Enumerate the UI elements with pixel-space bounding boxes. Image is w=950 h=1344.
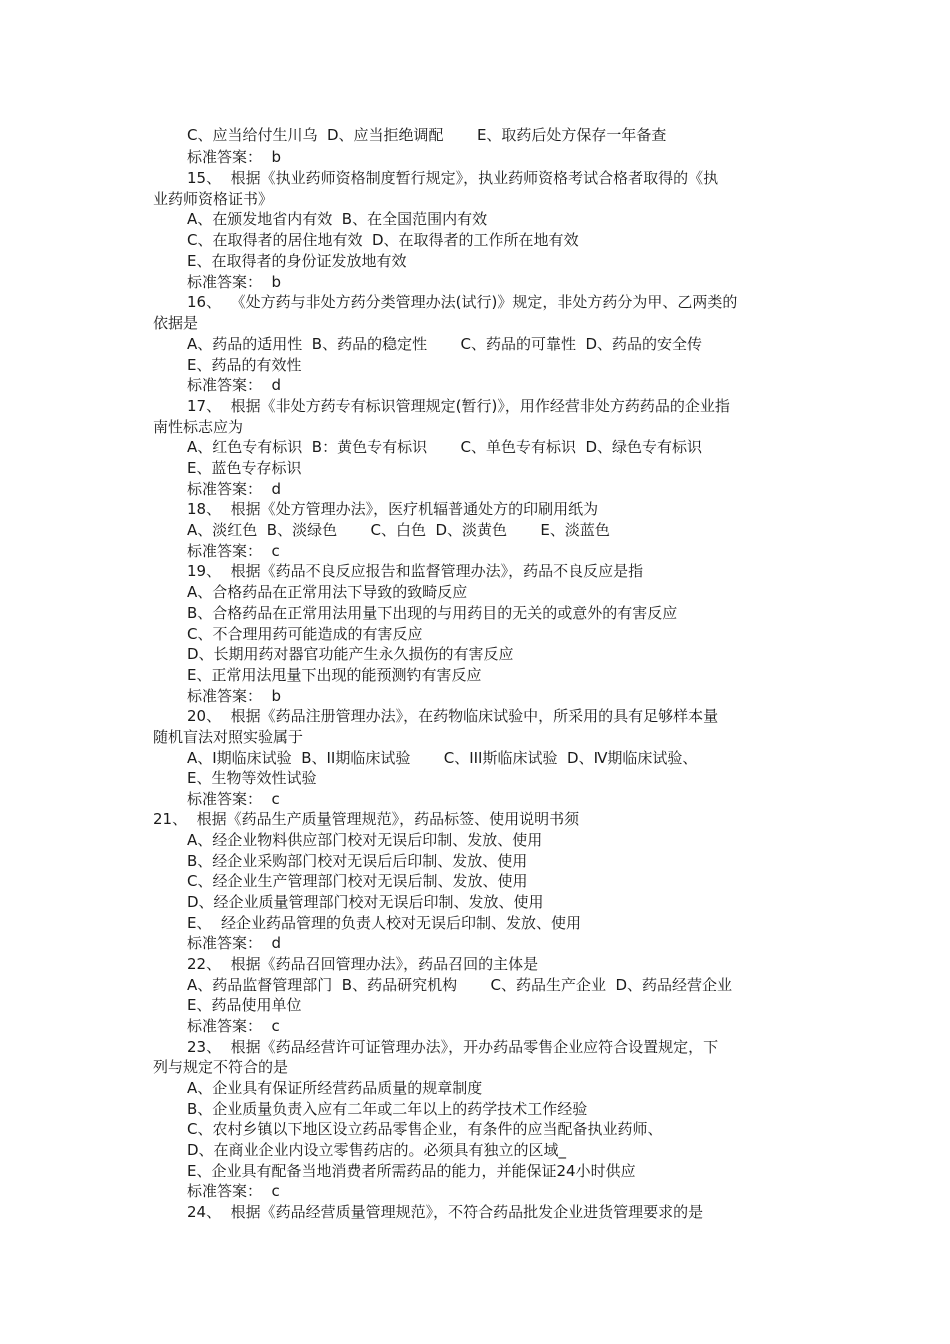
text-line: 标准答案： c [187, 1182, 280, 1200]
text-line: 标准答案： b [187, 273, 282, 291]
text-line: E、 经企业药品管理的负责人校对无误后印制、发放、使用 [187, 914, 582, 932]
text-line: C、经企业生产管理部门校对无误后制、发放、使用 [187, 872, 528, 890]
text-line: D、在商业企业内设立零售药店的。必须具有独立的区域_ [187, 1141, 567, 1159]
text-line: 随机盲法对照实验属于 [153, 728, 304, 746]
text-line: A、I期临床试验 B、II期临床试验 C、III斯临床试验 D、Ⅳ期临床试验、 [187, 749, 698, 767]
text-line: C、不合理用药可能造成的有害反应 [187, 625, 423, 643]
text-line: E、生物等效性试验 [187, 769, 317, 787]
text-line: 南性标志应为 [153, 418, 244, 436]
text-line: A、药品监督管理部门 B、药品研究机构 C、药品生产企业 D、药品经营企业 [187, 976, 733, 994]
text-line: E、蓝色专存标识 [187, 459, 302, 477]
text-line: 标准答案： b [187, 148, 282, 166]
text-line: 标准答案： d [187, 376, 282, 394]
text-line: 标准答案： c [187, 542, 280, 560]
text-line: C、在取得者的居住地有效 D、在取得者的工作所在地有效 [187, 231, 579, 249]
text-line: A、合格药品在正常用法下导致的致畸反应 [187, 583, 468, 601]
text-line: 标准答案： b [187, 687, 282, 705]
text-line: B、企业质量负责入应有二年或二年以上的药学技术工作经验 [187, 1100, 588, 1118]
text-line: D、长期用药对器官功能产生永久损伤的有害反应 [187, 645, 514, 663]
text-line: 21、 根据《药品生产质量管理规范》，药品标签、使用说明书须 [153, 810, 580, 828]
text-line: 20、 根据《药品注册管理办法》，在药物临床试验中，所采用的具有足够样本量 [187, 707, 719, 725]
text-line: 16、 《处方药与非处方药分类管理办法(试行)》规定，非处方药分为甲、乙两类的 [187, 293, 738, 311]
text-line: E、正常用法甩量下出现的能预测钓有害反应 [187, 666, 482, 684]
text-line: B、经企业采购部门校对无误后后印制、发放、使用 [187, 852, 528, 870]
text-line: A、企业具有保证所经营药品质量的规章制度 [187, 1079, 483, 1097]
text-line: B、合格药品在正常用法用量下出现的与用药目的无关的或意外的有害反应 [187, 604, 678, 622]
text-line: E、在取得者的身份证发放地有效 [187, 252, 407, 270]
text-line: 24、 根据《药品经营质量管理规范》，不符合药品批发企业进货管理要求的是 [187, 1203, 704, 1221]
text-line: A、经企业物料供应部门校对无误后印制、发放、使用 [187, 831, 543, 849]
text-line: 标准答案： c [187, 790, 280, 808]
text-line: 标准答案： d [187, 480, 282, 498]
text-line: A、在颁发地省内有效 B、在全国范围内有效 [187, 210, 488, 228]
text-line: A、药品的适用性 B、药品的稳定性 C、药品的可靠性 D、药品的安全传 [187, 335, 703, 353]
text-line: C、应当给付生川乌 D、应当拒绝调配 E、取药后处方保存一年备查 [187, 126, 667, 144]
text-line: 列与规定不符合的是 [153, 1058, 289, 1076]
text-line: 标准答案： c [187, 1017, 280, 1035]
text-line: 业药师资格证书》 [153, 190, 274, 208]
text-line: 15、 根据《执业药师资格制度暂行规定》，执业药师资格考试合格者取得的《执 [187, 169, 719, 187]
text-line: A、淡红色 B、淡绿色 C、白色 D、淡黄色 E、淡蓝色 [187, 521, 610, 539]
text-line: 17、 根据《非处方药专有标识管理规定(暂行)》，用作经营非处方药药品的企业指 [187, 397, 730, 415]
text-line: D、经企业质量管理部门校对无误后印制、发放、使用 [187, 893, 544, 911]
text-line: E、药品使用单位 [187, 996, 302, 1014]
text-line: 依据是 [153, 314, 199, 332]
text-line: 19、 根据《药品不良反应报告和监督管理办法》，药品不良反应是指 [187, 562, 644, 580]
text-line: 18、 根据《处方管理办法》，医疗机辐普通处方的印刷用纸为 [187, 500, 599, 518]
text-line: E、药品的有效性 [187, 356, 302, 374]
text-line: A、红色专有标识 B：黄色专有标识 C、单色专有标识 D、绿色专有标识 [187, 438, 703, 456]
text-line: 22、 根据《药品召回管理办法》，药品召回的主体是 [187, 955, 539, 973]
text-line: C、农村乡镇以下地区设立药品零售企业，有条件的应当配备执业药师、 [187, 1120, 663, 1138]
text-line: E、企业具有配备当地消费者所需药品的能力，并能保证24小时供应 [187, 1162, 636, 1180]
text-line: 23、 根据《药品经营许可证管理办法》，开办药品零售企业应符合设置规定，下 [187, 1038, 719, 1056]
text-line: 标准答案： d [187, 934, 282, 952]
